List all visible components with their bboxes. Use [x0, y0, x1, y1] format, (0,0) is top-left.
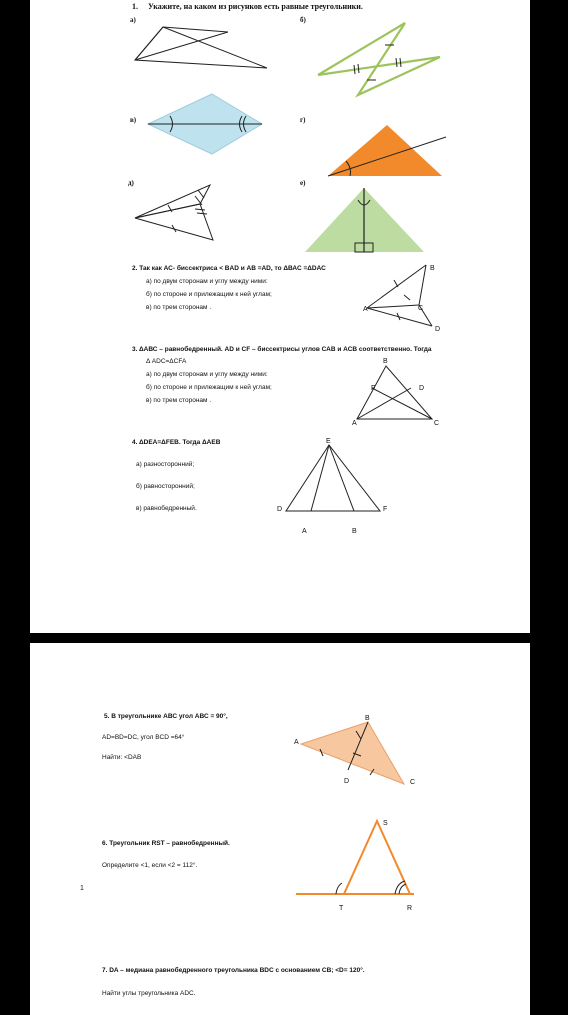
q2-option-c: в) по трем сторонам .	[146, 304, 212, 311]
q4-point-f: F	[383, 506, 388, 513]
q4-option-c: в) равнобедренный.	[136, 505, 197, 512]
q1-label-e: е)	[300, 179, 306, 187]
q6-point-t: T	[339, 905, 344, 912]
q4-point-a: A	[302, 528, 307, 535]
q4-point-e: E	[326, 438, 331, 445]
q6-line1: 6. Треугольник RST – равнобедренный.	[102, 840, 230, 847]
q6-arc-2b	[399, 884, 406, 894]
q2-text: 2. Так как АС- биссектриса < BAD и АВ =AD, то ΔВАС =ΔDАС	[132, 265, 326, 272]
worksheet-page-1	[30, 0, 530, 633]
q5-line3: Найти: <DAB	[102, 754, 142, 761]
q5-point-b: B	[365, 715, 370, 722]
q3-option-c: в) по трем сторонам .	[146, 397, 212, 404]
q2-point-a: A	[363, 306, 368, 313]
q3-line1: 3. ΔАВС – равнобедренный. AD и CF – биссектрисы углов САВ и АСВ соответственно. Тогда	[132, 346, 432, 353]
q1-text: Укажите, на каком из рисунков есть равные треугольники.	[148, 2, 363, 11]
q5-point-c: C	[410, 779, 416, 786]
q1-label-b: б)	[300, 16, 306, 24]
q4-point-b: B	[352, 528, 357, 535]
q6-line2: Определите <1, если <2 = 112°.	[102, 862, 198, 869]
q4-option-b: б) равносторонний;	[136, 483, 195, 490]
q4-figure	[30, 0, 530, 633]
q6-arc-2	[395, 881, 405, 894]
q3-point-b: B	[383, 358, 388, 365]
q4-line-eb	[329, 445, 354, 511]
q5-line1: 5. В треугольнике АВС угол АВС = 90°,	[104, 713, 228, 720]
q4-text: 4. ΔDEA=ΔFEB. Тогда ΔАЕВ	[132, 439, 221, 446]
q3-point-f: F	[371, 385, 376, 392]
q5-point-d: D	[344, 778, 350, 785]
q2-point-d: D	[435, 326, 441, 333]
q5-line2: AD=BD=DC, угол BCD =64°	[102, 734, 185, 741]
q6-point-r: R	[407, 905, 413, 912]
q6-figure	[30, 643, 530, 1015]
q1-label-g: г)	[300, 116, 306, 124]
q3-option-a: а) по двум сторонам и углу между ними:	[146, 371, 268, 378]
q3-option-b: б) по стороне и прилежащим к ней углам;	[146, 384, 272, 391]
q3-point-d: D	[419, 385, 425, 392]
q2-point-c: C	[418, 305, 424, 312]
q2-point-b: B	[430, 265, 435, 272]
q1-number: 1.	[132, 2, 138, 11]
q2-option-a: а) по двум сторонам и углу между ними:	[146, 278, 268, 285]
q6-point-s: S	[383, 820, 388, 827]
q7-line2: Найти углы треугольника ADC.	[102, 990, 196, 997]
q4-line-ea	[311, 445, 329, 511]
q6-margin-number: 1	[80, 885, 84, 892]
q3-point-c: C	[434, 420, 440, 427]
q2-option-b: б) по стороне и прилежащим к ней углам;	[146, 291, 272, 298]
q1-label-a: а)	[130, 16, 136, 24]
worksheet-page-2	[30, 643, 530, 1015]
q1-label-v: в)	[130, 116, 137, 124]
q5-point-a: A	[294, 739, 299, 746]
q7-line1: 7. DA – медиана равнобедренного треугольника BDC с основанием CB; <D= 120°.	[102, 967, 365, 974]
q1-label-d: д)	[128, 179, 134, 187]
q3-point-a: A	[352, 420, 357, 427]
q3-line2: Δ ADC=ΔCFA	[146, 358, 187, 365]
q6-arc-1	[336, 883, 342, 894]
q4-point-d: D	[277, 506, 283, 513]
q4-option-a: а) разносторонний;	[136, 461, 195, 468]
